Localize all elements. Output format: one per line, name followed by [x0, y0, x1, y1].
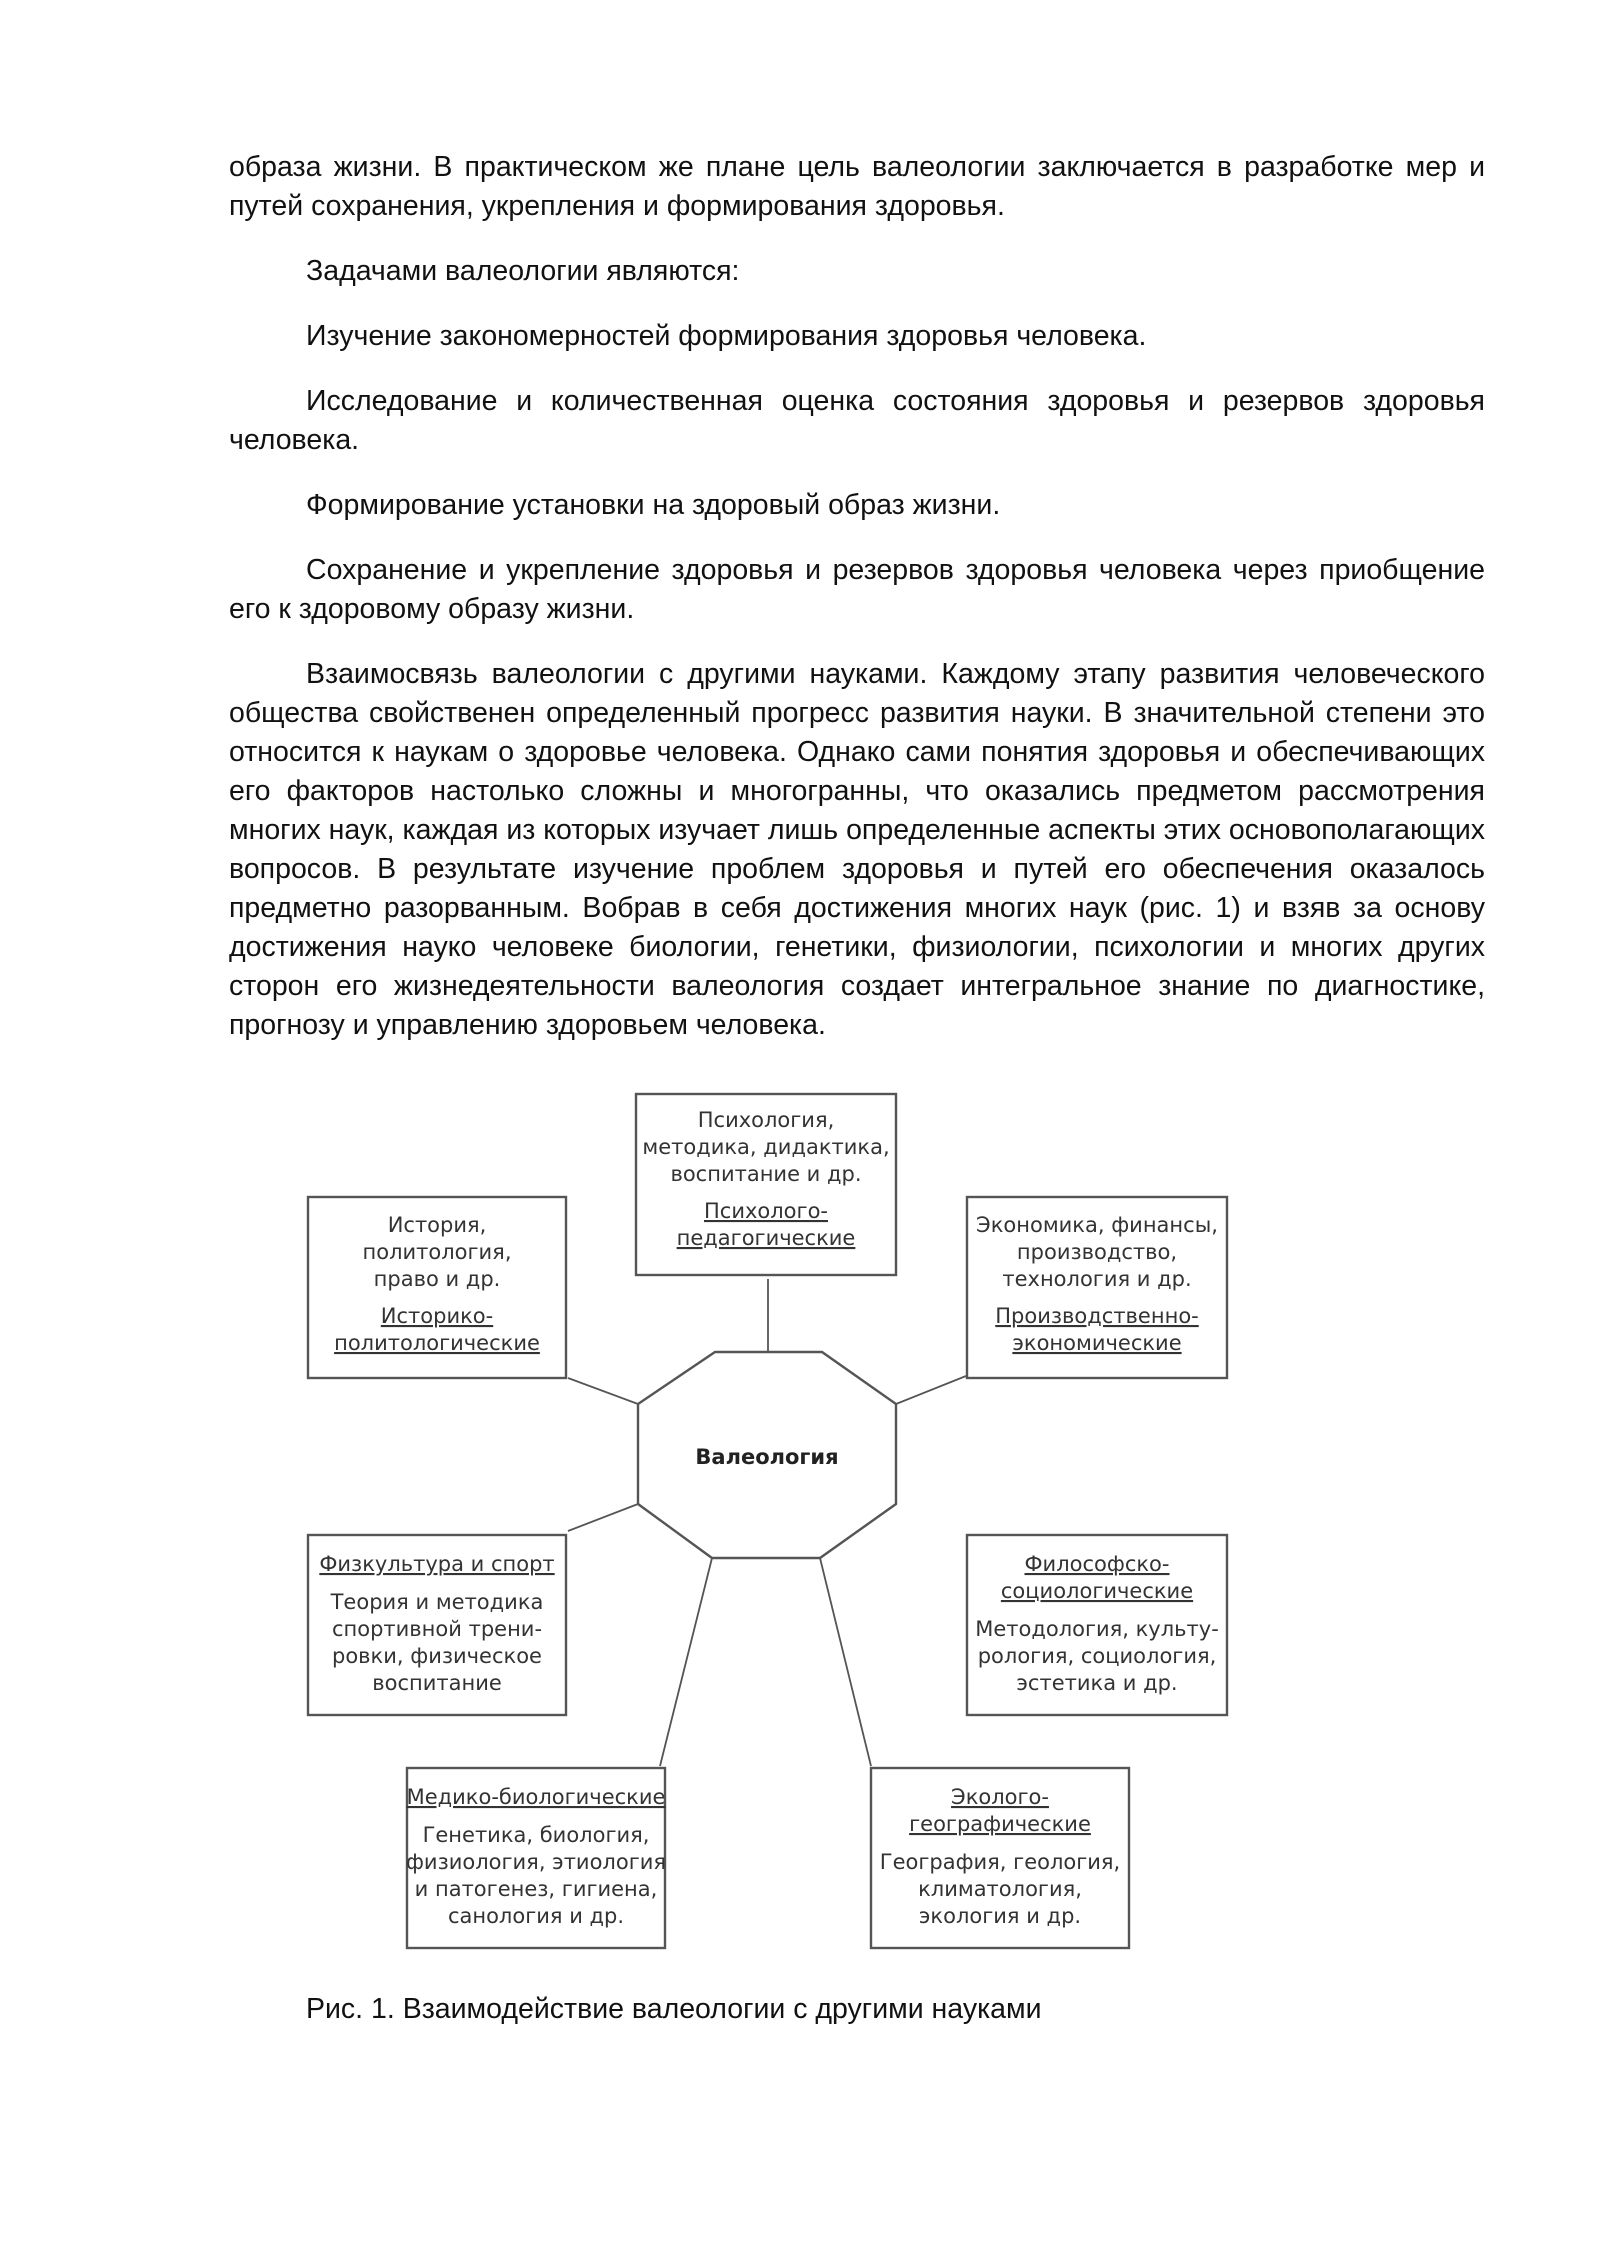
paragraph: Взаимосвязь валеологии с другими науками. Каждому этапу развития человеческого общества свойственен определенный прогресс развития науки. В значительной степени это относится к наукам о здоровье человека. Однако сами понятия здоровья и обеспечивающих его факторов настолько сложны и многогранны, что оказались предметом рассмотрения многих наук, каждая из которых изучает лишь определенные аспекты этих основополагающих вопросов. В результате изучение проблем здоровья и путей его обеспечения оказалось предметно разорванным. Вобрав в себя достижения многих наук (рис. 1) и взяв за основу достижения науко человеке биологии, генетики, физиологии, психологии и многих других сторон его жизнедеятельности валеология создает интегральное знание по диагностике, прогнозу и управлению здоровьем человека.	[229, 658, 1485, 1041]
box-desc-line: методика, дидактика,	[642, 1135, 890, 1159]
box-desc-line: право и др.	[373, 1267, 501, 1291]
box-desc-line: производство,	[1016, 1240, 1178, 1264]
box-title-line: социологические	[1000, 1579, 1194, 1603]
box-desc-line: эстетика и др.	[1016, 1671, 1178, 1695]
box-title-line: Психолого-	[704, 1199, 828, 1223]
figure-caption: Рис. 1. Взаимодействие валеологии с другими науками	[306, 1993, 1042, 2025]
paragraph: Изучение закономерностей формирования здоровья человека.	[306, 320, 1147, 352]
box-desc-line: ровки, физическое	[332, 1644, 542, 1668]
connector-line	[896, 1376, 966, 1404]
box-desc-line: воспитание	[372, 1671, 502, 1695]
paragraph: Задачами валеологии являются:	[306, 255, 740, 287]
center-label: Валеология	[695, 1445, 839, 1469]
box-title-line: Историко-	[380, 1304, 494, 1328]
box-desc-line: Теория и методика	[330, 1590, 544, 1614]
box-desc-line: Методология, культу-	[975, 1617, 1219, 1641]
connector-line	[660, 1558, 712, 1766]
box-title-line: педагогические	[676, 1226, 856, 1250]
box-desc-line: и патогенез, гигиена,	[414, 1877, 658, 1901]
box-desc-line: рология, социология,	[977, 1644, 1217, 1668]
box-desc-line: География, геология,	[879, 1850, 1121, 1874]
connector-line	[568, 1378, 638, 1404]
box-desc-line: Экономика, финансы,	[976, 1213, 1218, 1237]
box-desc-line: История,	[387, 1213, 487, 1237]
connector-line	[568, 1504, 638, 1531]
box-desc-line: Генетика, биология,	[422, 1823, 650, 1847]
box-desc-line: санология и др.	[447, 1904, 625, 1928]
connector-line	[820, 1558, 871, 1766]
box-desc-line: технология и др.	[1002, 1267, 1192, 1291]
paragraph: Формирование установки на здоровый образ жизни.	[306, 489, 1001, 521]
box-desc-line: экология и др.	[918, 1904, 1082, 1928]
box-desc-line: воспитание и др.	[670, 1162, 862, 1186]
box-title-line: Физкультура и спорт	[319, 1552, 555, 1576]
box-title-line: Философско-	[1024, 1552, 1170, 1576]
box-title-line: географические	[909, 1812, 1091, 1836]
paragraph: Исследование и количественная оценка состояния здоровья и резервов здоровья человека.	[229, 385, 1485, 456]
box-title-line: политологические	[334, 1331, 540, 1355]
box-desc-line: климатология,	[918, 1877, 1082, 1901]
box-desc-line: Психология,	[697, 1108, 835, 1132]
paragraph: Сохранение и укрепление здоровья и резервов здоровья человека через приобщение его к здоровому образу жизни.	[229, 554, 1485, 625]
box-title-line: Производственно-	[995, 1304, 1199, 1328]
box-desc-line: спортивной трени-	[331, 1617, 543, 1641]
box-title-line: Эколого-	[951, 1785, 1049, 1809]
box-title-line: экономические	[1012, 1331, 1182, 1355]
box-desc-line: политология,	[362, 1240, 512, 1264]
paragraph: образа жизни. В практическом же плане цель валеологии заключается в разработке мер и путей сохранения, укрепления и формирования здоровья.	[229, 151, 1485, 222]
box-title-line: Медико-биологические	[406, 1785, 666, 1809]
box-desc-line: физиология, этиология	[405, 1850, 667, 1874]
